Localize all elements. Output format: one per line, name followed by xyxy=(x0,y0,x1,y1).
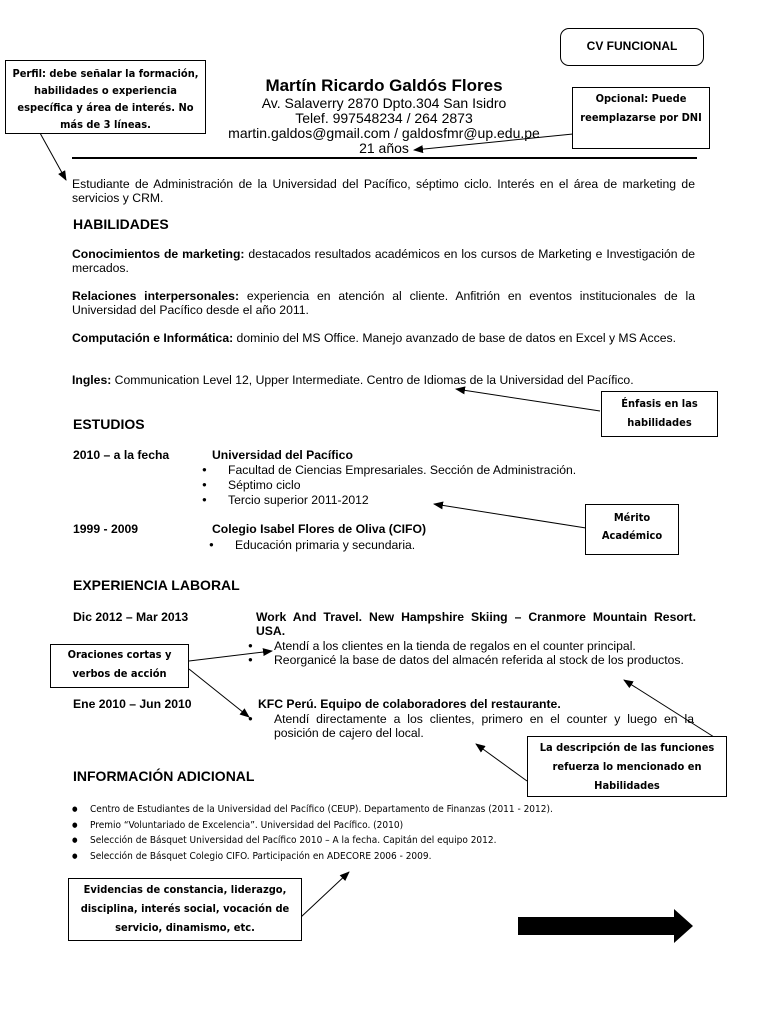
note-opcional: Opcional: Puede reemplazarse por DNI xyxy=(572,87,710,149)
candidate-header xyxy=(210,76,558,156)
arrow-merito xyxy=(434,504,586,528)
job-title: KFC Perú. Equipo de colaboradores del restaurante. xyxy=(258,697,561,711)
candidate-age: 21 años xyxy=(359,140,409,156)
note-merito: Mérito Académico xyxy=(585,504,679,555)
skill-item: Relaciones interpersonales: experiencia en atención al cliente. Anfitrión en eventos institucionales de la Universidad del Pacífico desde el año 2011. xyxy=(72,289,695,317)
additional-item: ● Centro de Estudiantes de la Universidad del Pacífico (CEUP). Departamento de Finanzas (2011 - 2012). xyxy=(90,803,553,816)
skill-item: Computación e Informática: dominio del MS Office. Manejo avanzado de base de datos en Excel y MS Acces. xyxy=(72,331,677,345)
note-oraciones: Oraciones cortas y verbos de acción xyxy=(50,644,189,688)
section-heading-skills: HABILIDADES xyxy=(73,216,169,232)
skill-item: Conocimientos de marketing: destacados resultados académicos en los cursos de Marketing e Investigación de mercados. xyxy=(72,247,696,275)
candidate-name: Martín Ricardo Galdós Flores xyxy=(265,76,503,95)
job-bullet: ● Atendí directamente a los clientes, primero en el counter y luego en la posición de cajero del local. xyxy=(274,712,694,740)
study-bullet: ● Educación primaria y secundaria. xyxy=(235,538,415,552)
candidate-phone: Telef. 997548234 / 264 2873 xyxy=(295,110,473,126)
study-institution: Colegio Isabel Flores de Oliva (CIFO) xyxy=(212,522,427,536)
study-date: 1999 - 2009 xyxy=(73,522,139,536)
study-bullet: ● Tercio superior 2011-2012 xyxy=(228,493,369,507)
study-institution: Universidad del Pacífico xyxy=(212,448,353,462)
arrow-descripcion-2 xyxy=(476,744,527,781)
note-perfil: Perfil: debe señalar la formación, habilidades o experiencia específica y área de interés. No más de 3 líneas. xyxy=(5,60,206,134)
study-bullet: ● Séptimo ciclo xyxy=(228,478,300,492)
arrow-oraciones-2 xyxy=(189,669,249,717)
additional-item: ● Premio “Voluntariado de Excelencia”. Universidad del Pacífico. (2010) xyxy=(90,819,403,832)
arrow-enfasis xyxy=(456,389,600,411)
job-title: Work And Travel. New Hampshire Skiing – Cranmore Mountain Resort. USA. xyxy=(256,610,696,638)
candidate-email: martin.galdos@gmail.com / galdosfmr@up.edu.pe xyxy=(228,125,540,141)
arrow-oraciones-1 xyxy=(189,651,272,661)
note-evidencias: Evidencias de constancia, liderazgo, disciplina, interés social, vocación de servicio, dinamismo, etc. xyxy=(68,878,302,941)
arrow-perfil xyxy=(40,133,66,180)
additional-item: ● Selección de Básquet Universidad del Pacífico 2010 – A la fecha. Capitán del equipo 2012. xyxy=(90,834,496,847)
study-date: 2010 – a la fecha xyxy=(73,448,170,462)
section-heading-additional: INFORMACIÓN ADICIONAL xyxy=(73,768,255,784)
study-bullet: ● Facultad de Ciencias Empresariales. Sección de Administración. xyxy=(228,463,576,477)
cv-type-label: CV FUNCIONAL xyxy=(560,28,704,66)
candidate-address: Av. Salaverry 2870 Dpto.304 San Isidro xyxy=(261,95,507,111)
job-date: Ene 2010 – Jun 2010 xyxy=(73,697,192,711)
job-date: Dic 2012 – Mar 2013 xyxy=(73,610,189,624)
profile-summary: Estudiante de Administración de la Universidad del Pacífico, séptimo ciclo. Interés en el área de marketing de servicios y CRM. xyxy=(72,177,695,205)
skill-item: Ingles: Communication Level 12, Upper Intermediate. Centro de Idiomas de la Universidad del Pacífico. xyxy=(72,373,634,387)
job-bullet: ● Reorganicé la base de datos del almacén referida al stock de los productos. xyxy=(274,653,694,667)
additional-item: ● Selección de Básquet Colegio CIFO. Participación en ADECORE 2006 - 2009. xyxy=(90,850,431,863)
arrow-evidencias xyxy=(301,872,349,917)
job-bullet: ● Atendí a los clientes en la tienda de regalos en el counter principal. xyxy=(274,639,694,653)
note-descripcion: La descripción de las funciones refuerza lo mencionado en Habilidades xyxy=(527,736,727,797)
note-enfasis: Énfasis en las habilidades xyxy=(601,391,718,437)
section-heading-experience: EXPERIENCIA LABORAL xyxy=(73,577,240,593)
next-page-arrow-icon[interactable] xyxy=(518,909,693,943)
section-heading-studies: ESTUDIOS xyxy=(73,416,145,432)
